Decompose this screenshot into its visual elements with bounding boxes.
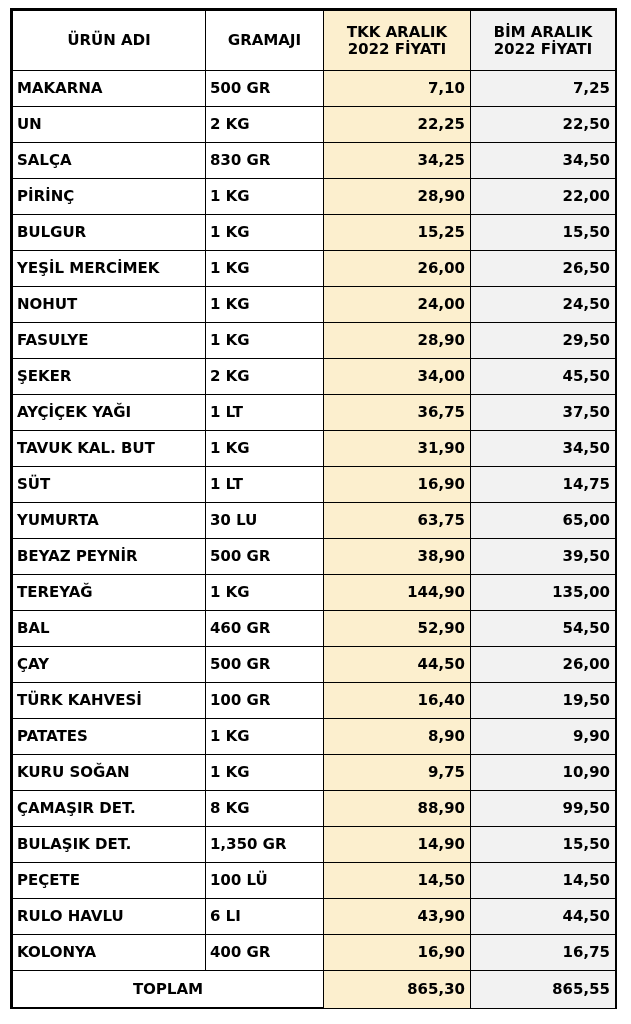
header-bim-line1: BİM ARALIK (493, 23, 593, 41)
table-row (13, 935, 616, 971)
cell-weight: 1 KG (206, 719, 324, 755)
cell-bim-price: 14,50 (471, 863, 616, 899)
cell-bim-price: 14,75 (471, 467, 616, 503)
cell-tkk-price: 16,40 (324, 683, 471, 719)
cell-weight: 1,350 GR (206, 827, 324, 863)
header-product: ÜRÜN ADI (13, 11, 206, 71)
cell-weight: 1 KG (206, 215, 324, 251)
header-bim-price (471, 11, 616, 71)
cell-bim-price: 37,50 (471, 395, 616, 431)
table-row (13, 323, 616, 359)
total-row (13, 971, 616, 1009)
cell-bim-price: 16,75 (471, 935, 616, 971)
cell-bim-price: 34,50 (471, 431, 616, 467)
header-row (13, 11, 616, 71)
cell-tkk-price: 8,90 (324, 719, 471, 755)
cell-tkk-price: 43,90 (324, 899, 471, 935)
cell-tkk-price: 16,90 (324, 467, 471, 503)
cell-bim-price: 22,00 (471, 179, 616, 215)
cell-weight: 30 LU (206, 503, 324, 539)
cell-tkk-price: 15,25 (324, 215, 471, 251)
table-row (13, 107, 616, 143)
cell-tkk-price: 22,25 (324, 107, 471, 143)
cell-product: YEŞİL MERCİMEK (13, 251, 206, 287)
table-row (13, 575, 616, 611)
cell-weight: 8 KG (206, 791, 324, 827)
cell-product: KURU SOĞAN (13, 755, 206, 791)
table-row (13, 899, 616, 935)
table-row (13, 287, 616, 323)
cell-product: TAVUK KAL. BUT (13, 431, 206, 467)
total-label: TOPLAM (13, 971, 324, 1009)
table-row (13, 143, 616, 179)
cell-product: FASULYE (13, 323, 206, 359)
cell-weight: 1 LT (206, 467, 324, 503)
cell-product: YUMURTA (13, 503, 206, 539)
cell-bim-price: 26,00 (471, 647, 616, 683)
header-tkk-price (324, 11, 471, 71)
cell-product: ÇAMAŞIR DET. (13, 791, 206, 827)
cell-weight: 1 KG (206, 179, 324, 215)
table-row (13, 431, 616, 467)
cell-tkk-price: 36,75 (324, 395, 471, 431)
cell-tkk-price: 144,90 (324, 575, 471, 611)
cell-weight: 830 GR (206, 143, 324, 179)
total-bim: 865,55 (471, 971, 616, 1009)
cell-weight: 2 KG (206, 359, 324, 395)
cell-product: SALÇA (13, 143, 206, 179)
table-row (13, 395, 616, 431)
cell-product: MAKARNA (13, 71, 206, 107)
cell-tkk-price: 9,75 (324, 755, 471, 791)
cell-product: PATATES (13, 719, 206, 755)
cell-bim-price: 7,25 (471, 71, 616, 107)
table-row (13, 539, 616, 575)
cell-tkk-price: 16,90 (324, 935, 471, 971)
cell-tkk-price: 44,50 (324, 647, 471, 683)
table-row (13, 359, 616, 395)
cell-bim-price: 22,50 (471, 107, 616, 143)
cell-tkk-price: 24,00 (324, 287, 471, 323)
cell-product: KOLONYA (13, 935, 206, 971)
cell-weight: 1 KG (206, 287, 324, 323)
cell-bim-price: 24,50 (471, 287, 616, 323)
cell-weight: 500 GR (206, 71, 324, 107)
table-row (13, 683, 616, 719)
cell-tkk-price: 28,90 (324, 323, 471, 359)
cell-tkk-price: 34,00 (324, 359, 471, 395)
cell-tkk-price: 31,90 (324, 431, 471, 467)
cell-product: SÜT (13, 467, 206, 503)
total-tkk: 865,30 (324, 971, 471, 1009)
header-tkk-line2: 2022 FİYATI (347, 39, 447, 58)
cell-bim-price: 65,00 (471, 503, 616, 539)
cell-weight: 1 KG (206, 251, 324, 287)
cell-tkk-price: 52,90 (324, 611, 471, 647)
cell-weight: 1 KG (206, 755, 324, 791)
cell-weight: 460 GR (206, 611, 324, 647)
table-row (13, 251, 616, 287)
cell-product: RULO HAVLU (13, 899, 206, 935)
cell-tkk-price: 28,90 (324, 179, 471, 215)
cell-tkk-price: 38,90 (324, 539, 471, 575)
table-row (13, 647, 616, 683)
cell-weight: 1 KG (206, 575, 324, 611)
table-row (13, 467, 616, 503)
cell-weight: 100 GR (206, 683, 324, 719)
table-row (13, 719, 616, 755)
cell-tkk-price: 26,00 (324, 251, 471, 287)
cell-product: BEYAZ PEYNİR (13, 539, 206, 575)
cell-bim-price: 34,50 (471, 143, 616, 179)
header-tkk-line1: TKK ARALIK (346, 23, 448, 41)
cell-weight: 100 LÜ (206, 863, 324, 899)
cell-weight: 2 KG (206, 107, 324, 143)
price-comparison-sheet (10, 8, 617, 1009)
cell-bim-price: 44,50 (471, 899, 616, 935)
cell-bim-price: 10,90 (471, 755, 616, 791)
table-row (13, 611, 616, 647)
header-weight: GRAMAJI (206, 11, 324, 71)
price-comparison-table (12, 10, 616, 1009)
header-bim-line2: 2022 FİYATI (493, 39, 593, 58)
table-row (13, 863, 616, 899)
cell-tkk-price: 88,90 (324, 791, 471, 827)
cell-bim-price: 15,50 (471, 827, 616, 863)
cell-bim-price: 99,50 (471, 791, 616, 827)
cell-product: PİRİNÇ (13, 179, 206, 215)
cell-bim-price: 135,00 (471, 575, 616, 611)
cell-product: TÜRK KAHVESİ (13, 683, 206, 719)
cell-weight: 1 LT (206, 395, 324, 431)
table-row (13, 71, 616, 107)
cell-bim-price: 54,50 (471, 611, 616, 647)
cell-bim-price: 26,50 (471, 251, 616, 287)
table-row (13, 755, 616, 791)
cell-product: PEÇETE (13, 863, 206, 899)
table-row (13, 215, 616, 251)
table-body (13, 71, 616, 971)
cell-product: UN (13, 107, 206, 143)
cell-weight: 400 GR (206, 935, 324, 971)
cell-product: NOHUT (13, 287, 206, 323)
cell-product: TEREYAĞ (13, 575, 206, 611)
cell-bim-price: 15,50 (471, 215, 616, 251)
cell-weight: 6 LI (206, 899, 324, 935)
cell-product: BAL (13, 611, 206, 647)
cell-bim-price: 39,50 (471, 539, 616, 575)
cell-tkk-price: 34,25 (324, 143, 471, 179)
cell-bim-price: 19,50 (471, 683, 616, 719)
table-row (13, 503, 616, 539)
table-row (13, 791, 616, 827)
cell-product: AYÇİÇEK YAĞI (13, 395, 206, 431)
table-row (13, 827, 616, 863)
cell-weight: 500 GR (206, 539, 324, 575)
cell-tkk-price: 7,10 (324, 71, 471, 107)
cell-tkk-price: 14,90 (324, 827, 471, 863)
cell-tkk-price: 14,50 (324, 863, 471, 899)
cell-weight: 1 KG (206, 431, 324, 467)
cell-tkk-price: 63,75 (324, 503, 471, 539)
cell-product: BULAŞIK DET. (13, 827, 206, 863)
cell-product: ŞEKER (13, 359, 206, 395)
cell-product: BULGUR (13, 215, 206, 251)
table-row (13, 179, 616, 215)
cell-bim-price: 45,50 (471, 359, 616, 395)
cell-product: ÇAY (13, 647, 206, 683)
cell-bim-price: 29,50 (471, 323, 616, 359)
cell-weight: 1 KG (206, 323, 324, 359)
cell-bim-price: 9,90 (471, 719, 616, 755)
cell-weight: 500 GR (206, 647, 324, 683)
